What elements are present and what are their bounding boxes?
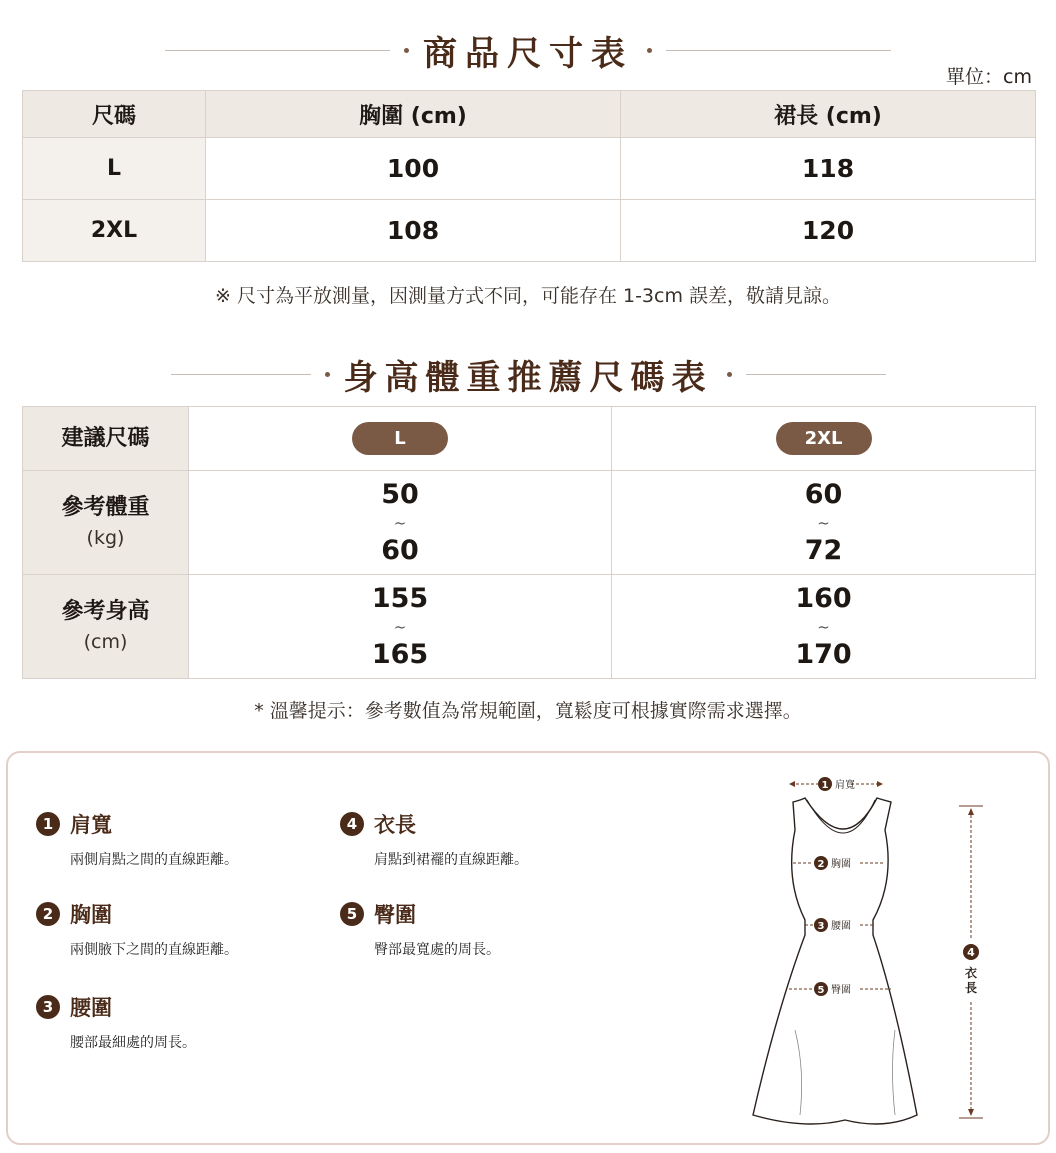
length-cell: 120 xyxy=(621,200,1036,262)
size-pill: L xyxy=(352,422,448,455)
weight-min: 60 xyxy=(804,478,843,510)
chest-cell: 100 xyxy=(206,138,621,200)
weight-max: 60 xyxy=(381,534,419,566)
measure-title: 肩寬 xyxy=(70,813,112,837)
size-cell xyxy=(612,407,1036,471)
measure-item-shoulder xyxy=(36,809,238,869)
height-min: 160 xyxy=(795,582,852,614)
diagram-label-shoulder: 肩寬 xyxy=(835,780,855,791)
measure-desc: 臀部最寬處的周長。 xyxy=(374,942,500,958)
badge-3: 3 xyxy=(817,921,825,932)
measure-item-hip xyxy=(340,899,500,959)
diagram-label-length-2: 長 xyxy=(964,981,978,995)
height-cell xyxy=(189,575,612,679)
size-table xyxy=(22,90,1036,262)
range-tilde: ~ xyxy=(817,617,830,636)
range-tilde: ~ xyxy=(393,617,407,636)
recommend-table xyxy=(22,406,1036,679)
height-row-label xyxy=(23,575,189,679)
weight-cell xyxy=(189,471,612,575)
arrow-up-icon xyxy=(968,808,974,815)
table-row xyxy=(23,471,1036,575)
measure-desc: 兩側肩點之間的直線距離。 xyxy=(70,852,238,868)
weight-label: 參考體重 xyxy=(61,494,150,520)
title-right-line xyxy=(746,374,886,375)
height-unit: (cm) xyxy=(83,630,128,653)
badge-1: 1 xyxy=(821,780,829,791)
diagram-label-waist: 腰圍 xyxy=(831,921,851,932)
badge-4: 4 xyxy=(967,946,975,959)
table-row xyxy=(23,575,1036,679)
title-left-dot xyxy=(325,372,330,377)
height-max: 170 xyxy=(795,638,852,670)
title-right-line xyxy=(666,50,891,51)
height-label: 參考身高 xyxy=(61,598,150,624)
size-cell: 2XL xyxy=(23,200,206,262)
weight-max: 72 xyxy=(804,534,843,566)
title-right-dot xyxy=(647,48,652,53)
length-cell: 118 xyxy=(621,138,1036,200)
size-cell xyxy=(189,407,612,471)
chest-cell: 108 xyxy=(206,200,621,262)
measure-item-length xyxy=(340,809,528,869)
weight-row-label xyxy=(23,471,189,575)
size-table-header-row xyxy=(23,91,1036,138)
recommend-chart-title xyxy=(0,350,1056,399)
weight-unit: (kg) xyxy=(86,526,125,549)
size-cell: L xyxy=(23,138,206,200)
arrow-down-icon xyxy=(968,1109,974,1116)
number-badge: 2 xyxy=(36,902,60,926)
measure-title: 衣長 xyxy=(374,813,416,837)
size-chart-title-text: 商品尺寸表 xyxy=(423,34,633,74)
number-badge: 4 xyxy=(340,812,364,836)
measure-item-chest xyxy=(36,899,238,959)
weight-cell xyxy=(612,471,1036,575)
diagram-label-chest: 胸圍 xyxy=(831,859,851,870)
measure-desc: 腰部最細處的周長。 xyxy=(70,1035,196,1051)
number-badge: 1 xyxy=(36,812,60,836)
measure-title: 臀圍 xyxy=(374,903,416,927)
size-row-label: 建議尺碼 xyxy=(23,407,189,471)
header-size: 尺碼 xyxy=(23,91,206,138)
arrow-left-icon xyxy=(789,781,795,787)
title-left-dot xyxy=(404,48,409,53)
size-chart-title xyxy=(0,26,1056,75)
measure-desc: 兩側腋下之間的直線距離。 xyxy=(70,942,238,958)
measure-title: 胸圍 xyxy=(70,903,112,927)
header-length: 裙長 (cm) xyxy=(621,91,1036,138)
height-cell xyxy=(612,575,1036,679)
diagram-label-hip: 臀圍 xyxy=(831,985,851,996)
size-note: ※ 尺寸為平放測量，因測量方式不同，可能存在 1-3cm 誤差，敬請見諒。 xyxy=(214,285,842,307)
badge-2: 2 xyxy=(817,859,825,870)
measure-item-waist xyxy=(36,992,196,1052)
title-right-dot xyxy=(727,372,732,377)
arrow-right-icon xyxy=(877,781,883,787)
table-row xyxy=(23,200,1036,262)
height-min: 155 xyxy=(371,582,429,614)
dress-diagram xyxy=(745,770,990,1135)
title-left-line xyxy=(171,374,311,375)
weight-min: 50 xyxy=(381,478,419,510)
recommend-note: * 溫馨提示：參考數值為常規範圍，寬鬆度可根據實際需求選擇。 xyxy=(254,700,802,722)
range-tilde: ~ xyxy=(393,513,407,532)
measure-title: 腰圍 xyxy=(70,996,112,1020)
measure-desc: 肩點到裙襬的直線距離。 xyxy=(374,852,528,868)
header-chest: 胸圍 (cm) xyxy=(206,91,621,138)
size-pill: 2XL xyxy=(776,422,872,455)
height-max: 165 xyxy=(371,638,429,670)
number-badge: 5 xyxy=(340,902,364,926)
recommend-chart-title-text: 身高體重推薦尺碼表 xyxy=(343,358,713,398)
title-left-line xyxy=(165,50,390,51)
table-row xyxy=(23,407,1036,471)
diagram-label-length-1: 衣 xyxy=(964,966,978,980)
unit-label: 單位：cm xyxy=(946,66,1032,88)
table-row xyxy=(23,138,1036,200)
number-badge: 3 xyxy=(36,995,60,1019)
badge-5: 5 xyxy=(817,985,825,996)
range-tilde: ~ xyxy=(817,513,830,532)
